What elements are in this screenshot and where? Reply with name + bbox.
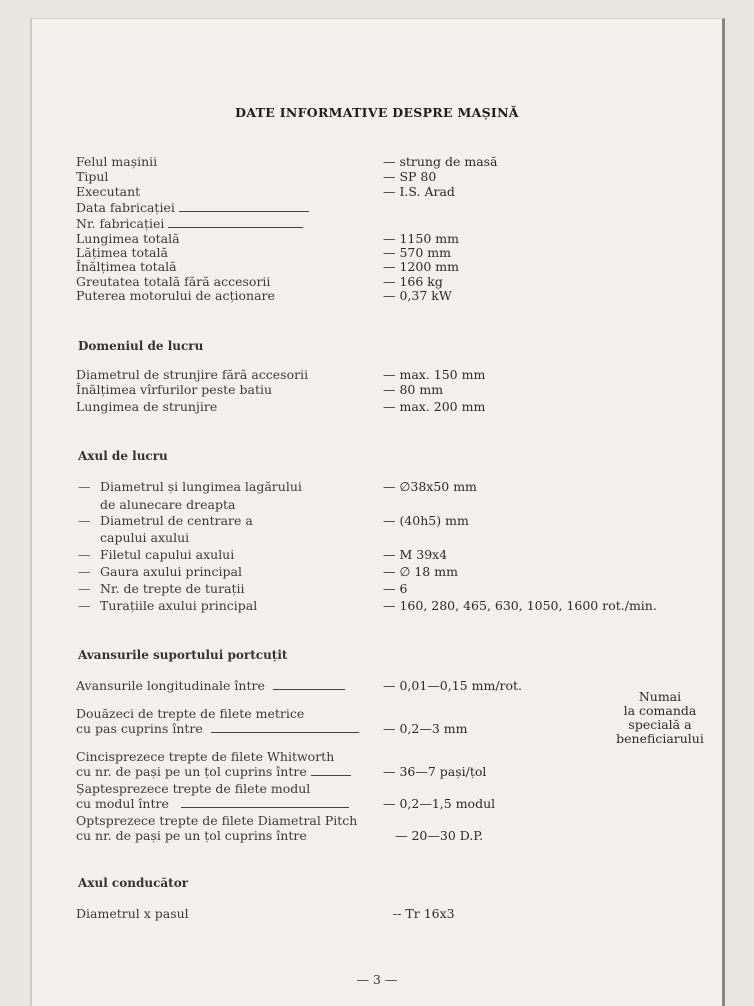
row-label: Tipul: [76, 169, 109, 184]
row-value: — I.S. Arad: [383, 184, 455, 199]
row-value: — ∅ 18 mm: [383, 564, 458, 579]
row-value: — 160, 280, 465, 630, 1050, 1600 rot./min.: [383, 598, 657, 613]
page-title: DATE INFORMATIVE DESPRE MAȘINĂ: [235, 105, 519, 120]
special-order-note: [610, 690, 710, 746]
bullet-dash: —: [78, 479, 91, 494]
bullet-dash: —: [78, 581, 91, 596]
row-label: Cincisprezece trepte de filete Whitworth: [76, 749, 335, 764]
row-label: Diametrul de centrare a: [100, 513, 253, 528]
bullet-dash: —: [78, 513, 91, 528]
fill-line: [168, 219, 303, 228]
row-value: — 1200 mm: [383, 259, 459, 274]
row-label: Puterea motorului de acționare: [76, 288, 275, 303]
row-label: Turațiile axului principal: [100, 598, 258, 613]
row-value: — 80 mm: [383, 382, 444, 397]
page-number: — 3 —: [356, 972, 398, 987]
note-line: specială a: [628, 717, 692, 732]
row-label: Greutatea totală fără accesorii: [76, 274, 271, 289]
leader-line: [211, 724, 359, 733]
row-value: — strung de masă: [383, 154, 498, 169]
row-label: Nr. de trepte de turații: [100, 581, 245, 596]
note-line: la comanda: [623, 703, 697, 718]
row-label: Filetul capului axului: [100, 547, 235, 562]
row-value: — (40h5) mm: [383, 513, 469, 528]
row-value: — 166 kg: [383, 274, 443, 289]
leader-line: [181, 799, 349, 808]
row-label: Înălțimea totală: [76, 259, 177, 274]
bullet-dash: —: [78, 598, 91, 613]
row-label-continuation: cu pas cuprins între: [76, 721, 359, 736]
row-value: — ∅38x50 mm: [383, 479, 477, 494]
note-line: Numai: [638, 689, 682, 704]
leader-line: [311, 767, 351, 776]
row-value: — max. 200 mm: [383, 399, 486, 414]
row-value: — 570 mm: [383, 245, 452, 260]
row-label: Înălțimea vîrfurilor peste batiu: [76, 382, 273, 397]
row-label: Felul mașinii: [76, 154, 158, 169]
row-label: Gaura axului principal: [100, 564, 242, 579]
fill-line: [179, 203, 309, 212]
row-label: Executant: [76, 184, 141, 199]
row-label: Douăzeci de trepte de filete metrice: [76, 706, 305, 721]
row-label: Diametrul și lungimea lagărului: [100, 479, 302, 494]
row-value: — 0,2—3 mm: [383, 721, 468, 736]
row-label: Diametrul de strunjire fără accesorii: [76, 367, 309, 382]
row-label-continuation: capului axului: [100, 530, 190, 545]
row-value: — 0,37 kW: [383, 288, 452, 303]
row-label: Diametrul x pasul: [76, 906, 189, 921]
row-label: Nr. fabricației: [76, 216, 303, 231]
row-label-continuation: de alunecare dreapta: [100, 497, 236, 512]
row-value: — 1150 mm: [383, 231, 459, 246]
bullet-dash: —: [78, 547, 91, 562]
section-heading: Avansurile suportului portcuțit: [78, 648, 288, 662]
row-label-continuation: cu nr. de pași pe un țol cuprins între: [76, 764, 351, 779]
row-label: Avansurile longitudinale între: [76, 678, 345, 693]
row-label: Optsprezece trepte de filete Diametral Pitch: [76, 813, 358, 828]
row-value: — SP 80: [383, 169, 437, 184]
row-label-continuation: cu modul între: [76, 796, 349, 811]
row-label-continuation: cu nr. de pași pe un țol cuprins între: [76, 828, 307, 843]
row-value: — 0,01—0,15 mm/rot.: [383, 678, 523, 693]
leader-line: [273, 681, 345, 690]
row-label: Lungimea de strunjire: [76, 399, 218, 414]
row-label: Șaptesprezece trepte de filete modul: [76, 781, 311, 796]
section-heading: Axul de lucru: [78, 449, 168, 463]
row-label: Data fabricației: [76, 200, 309, 215]
section-heading: Axul conducător: [78, 876, 189, 890]
row-value: — 36—7 pași/țol: [383, 764, 487, 779]
section-heading: Domeniul de lucru: [78, 339, 204, 353]
row-label: Lungimea totală: [76, 231, 180, 246]
row-value: — 0,2—1,5 modul: [383, 796, 496, 811]
bullet-dash: —: [78, 564, 91, 579]
row-value: — 6: [383, 581, 408, 596]
row-value: — max. 150 mm: [383, 367, 486, 382]
row-label: Lățimea totală: [76, 245, 168, 260]
row-value: — M 39x4: [383, 547, 448, 562]
note-line: beneficiarului: [616, 731, 704, 746]
row-value: -- Tr 16x3: [393, 906, 455, 921]
row-value: — 20—30 D.P.: [395, 828, 484, 843]
